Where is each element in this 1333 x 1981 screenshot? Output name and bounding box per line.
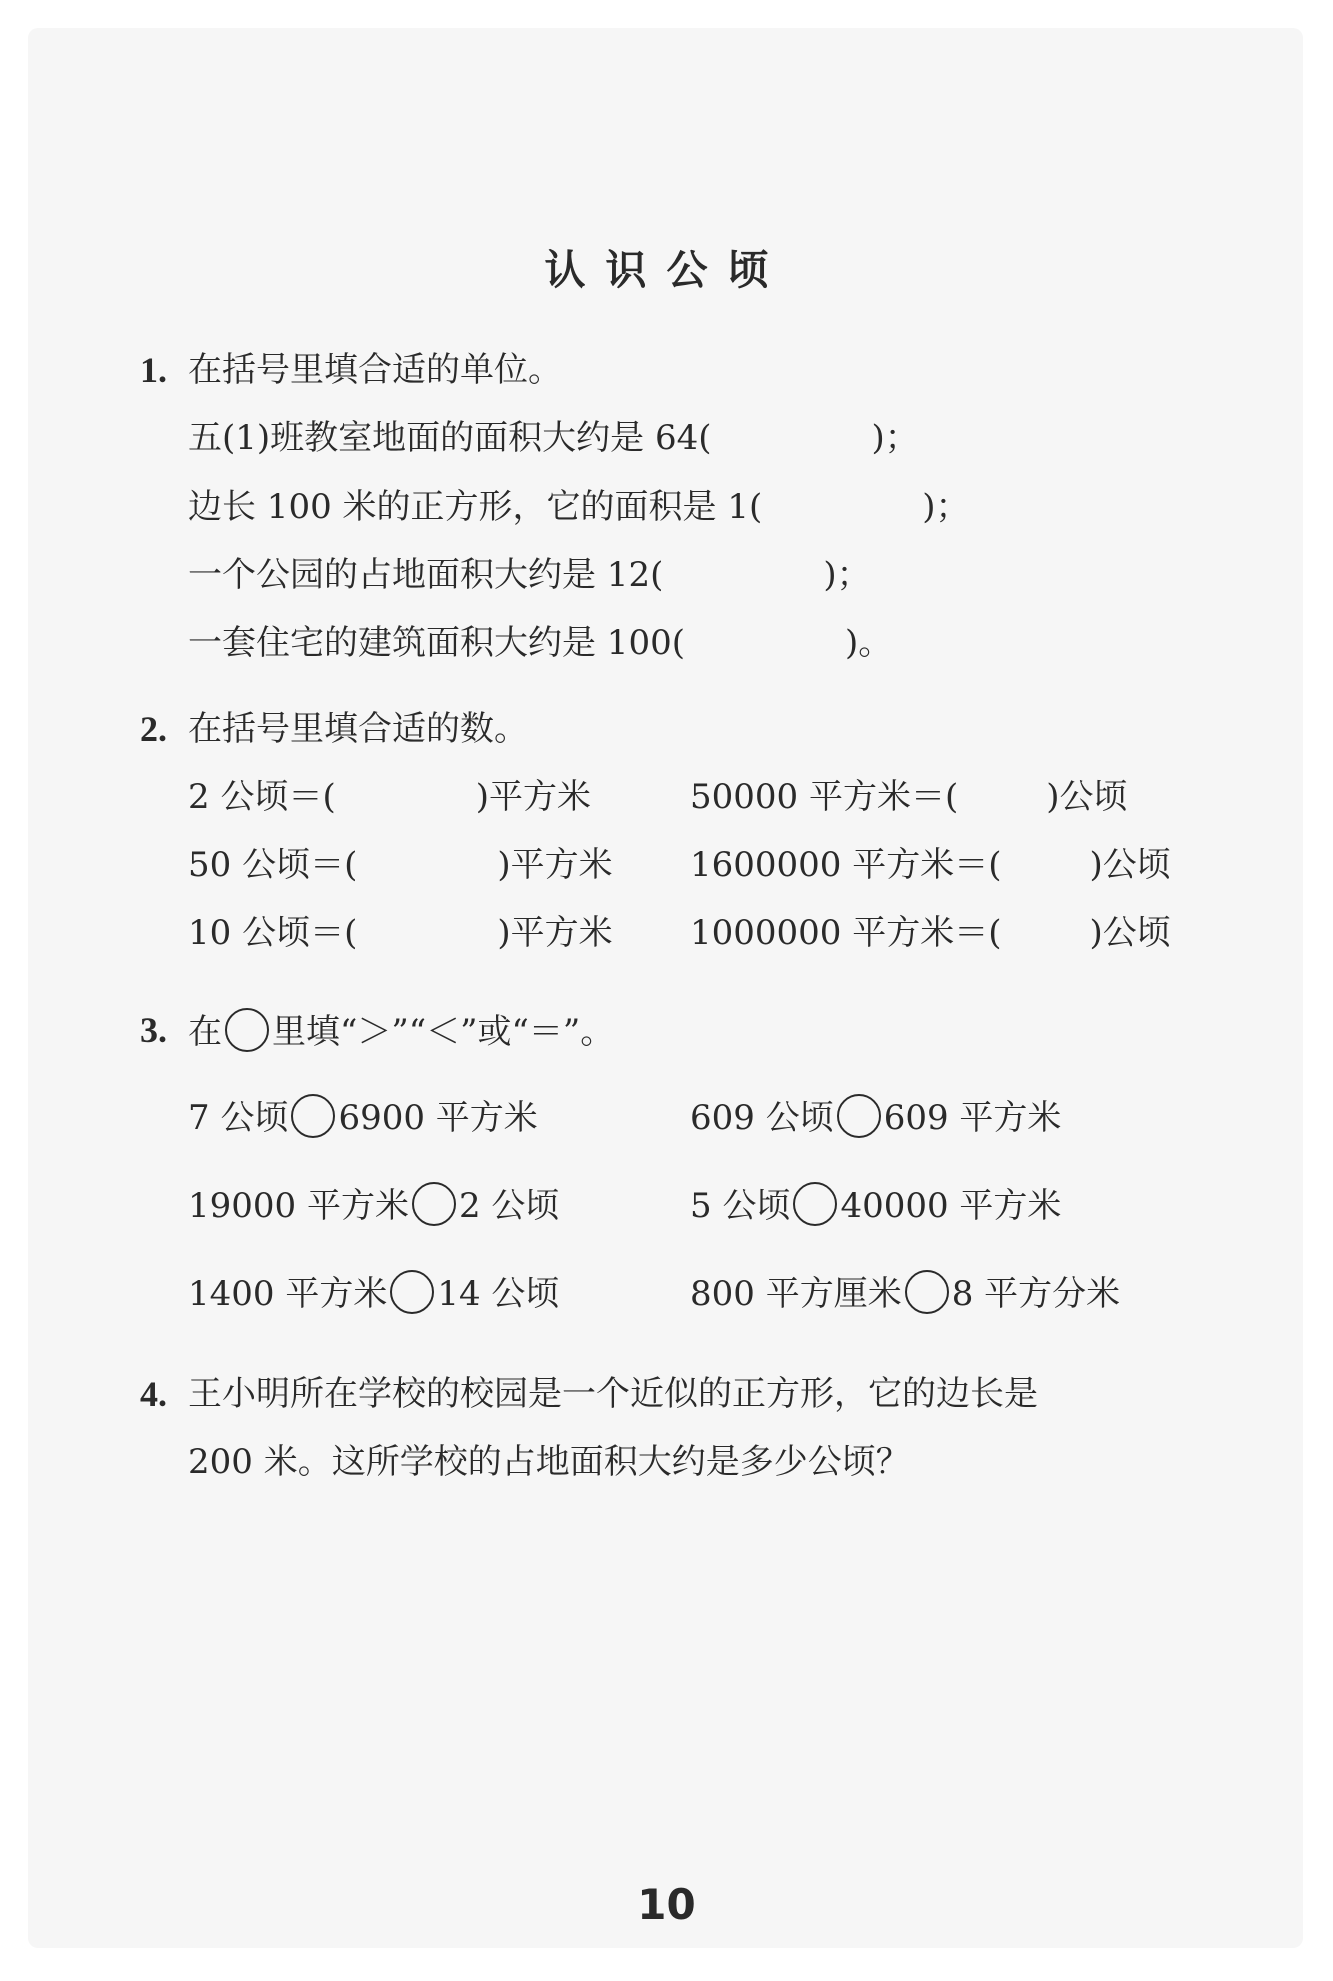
q1-line-4-close: )。 <box>844 623 893 663</box>
q2-left-3-text: 10 公顷＝( <box>188 913 358 953</box>
q2-right-line-1 <box>690 775 1128 819</box>
q2-left-line-3 <box>188 911 613 955</box>
compare-circle-icon <box>225 1008 269 1052</box>
q3-right-line-1 <box>690 1094 1061 1140</box>
q3-left-2-a: 19000 平方米 <box>188 1186 409 1226</box>
q3-right-1-a: 609 公顷 <box>690 1098 834 1138</box>
q1-line-2 <box>188 485 969 529</box>
q2-right-line-2 <box>690 843 1171 887</box>
q2-left-line-2 <box>188 843 613 887</box>
q1-line-3-text: 一个公园的占地面积大约是 12( <box>188 555 664 595</box>
q2-right-1-unit: )公顷 <box>1046 777 1128 817</box>
question-2-number: 2. <box>140 709 167 749</box>
q3-left-line-3 <box>188 1270 559 1316</box>
q2-right-3-text: 1000000 平方米＝( <box>690 913 1002 953</box>
q3-left-circle-3[interactable] <box>390 1270 434 1314</box>
q3-right-circle-2[interactable] <box>793 1182 837 1226</box>
q1-line-3-close: )； <box>823 555 871 595</box>
q3-right-3-a: 800 平方厘米 <box>690 1274 902 1314</box>
q2-right-3-unit: )公顷 <box>1089 913 1171 953</box>
q3-left-line-2 <box>188 1182 559 1228</box>
question-3-stem <box>188 1008 614 1054</box>
q3-right-line-2 <box>690 1182 1061 1228</box>
q3-right-circle-1[interactable] <box>837 1094 881 1138</box>
q1-line-3 <box>188 553 871 597</box>
q3-right-1-b: 609 平方米 <box>883 1098 1062 1138</box>
q3-left-1-b: 6900 平方米 <box>338 1098 538 1138</box>
q3-right-line-3 <box>690 1270 1120 1316</box>
q3-right-2-b: 40000 平方米 <box>840 1186 1062 1226</box>
q2-left-1-unit: )平方米 <box>475 777 591 817</box>
q2-left-3-unit: )平方米 <box>497 913 613 953</box>
q3-right-circle-3[interactable] <box>905 1270 949 1314</box>
q2-right-2-text: 1600000 平方米＝( <box>690 845 1002 885</box>
question-1-stem: 在括号里填合适的单位。 <box>188 350 562 390</box>
q2-left-2-unit: )平方米 <box>497 845 613 885</box>
q2-right-line-3 <box>690 911 1171 955</box>
q3-left-circle-2[interactable] <box>412 1182 456 1226</box>
question-3-number: 3. <box>140 1010 167 1050</box>
q1-line-1-text: 五(1)班教室地面的面积大约是 64( <box>188 418 712 458</box>
q3-stem-text-2: 里填“＞”“＜”或“＝”。 <box>272 1012 615 1052</box>
question-4-number: 4. <box>140 1374 167 1414</box>
q3-left-line-1 <box>188 1094 538 1140</box>
q1-line-1-close: )； <box>871 418 919 458</box>
q3-stem-text-1: 在 <box>188 1012 222 1052</box>
q1-line-2-text: 边长 100 米的正方形，它的面积是 1( <box>188 487 763 527</box>
q2-left-line-1 <box>188 775 591 819</box>
page-title: 认识公顷 <box>544 246 789 294</box>
q3-left-circle-1[interactable] <box>291 1094 335 1138</box>
q3-left-3-b: 14 公顷 <box>437 1274 560 1314</box>
worksheet-page <box>28 28 1303 1948</box>
q1-line-2-close: )； <box>922 487 970 527</box>
q2-left-1-text: 2 公顷＝( <box>188 777 336 817</box>
q3-left-1-a: 7 公顷 <box>188 1098 289 1138</box>
page-number: 10 <box>637 1880 696 1929</box>
q1-line-4-text: 一套住宅的建筑面积大约是 100( <box>188 623 685 663</box>
q2-right-2-unit: )公顷 <box>1089 845 1171 885</box>
question-2-stem: 在括号里填合适的数。 <box>188 709 528 749</box>
q3-left-3-a: 1400 平方米 <box>188 1274 388 1314</box>
q1-line-4 <box>188 621 892 665</box>
question-1-number: 1. <box>140 350 167 390</box>
q3-left-2-b: 2 公顷 <box>458 1186 560 1226</box>
question-4-line-1: 王小明所在学校的校园是一个近似的正方形，它的边长是 <box>188 1374 1038 1414</box>
q2-right-1-text: 50000 平方米＝( <box>690 777 959 817</box>
q3-right-2-a: 5 公顷 <box>690 1186 791 1226</box>
q2-left-2-text: 50 公顷＝( <box>188 845 358 885</box>
q3-right-3-b: 8 平方分米 <box>951 1274 1121 1314</box>
q1-line-1 <box>188 416 919 460</box>
question-4-line-2: 200 米。这所学校的占地面积大约是多少公顷？ <box>188 1442 910 1482</box>
